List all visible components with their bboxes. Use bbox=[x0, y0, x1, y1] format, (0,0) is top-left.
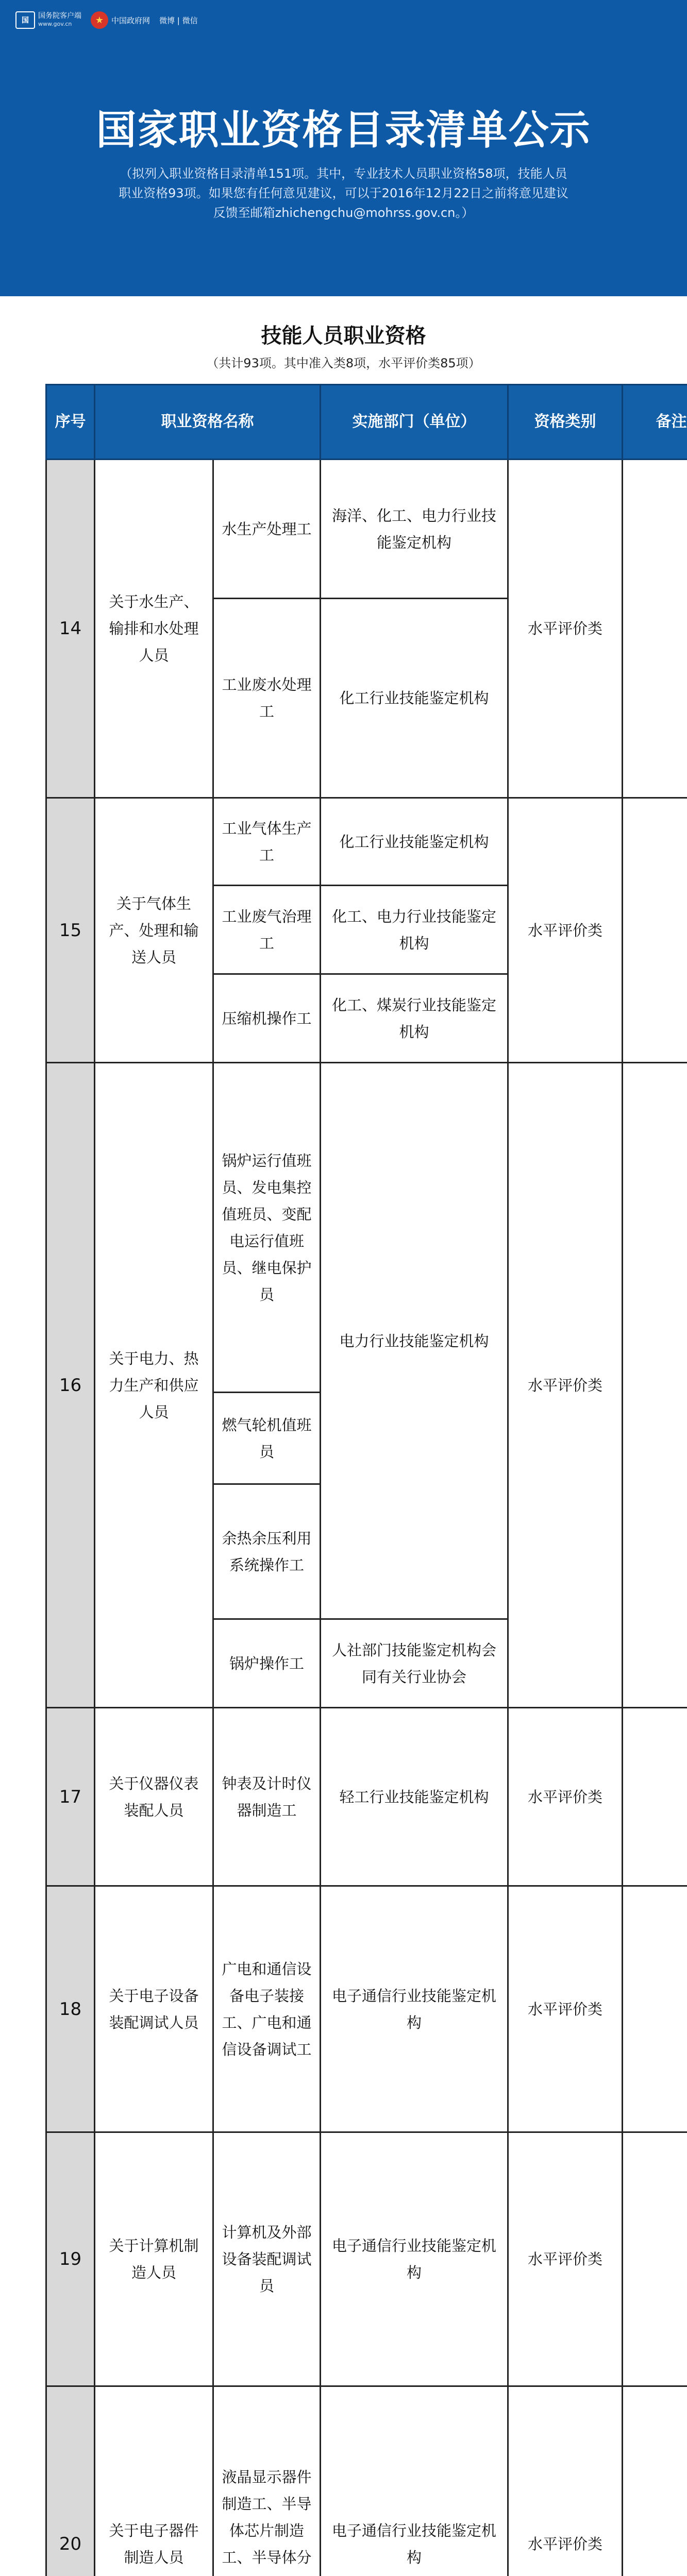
national-emblem-icon: ★ bbox=[91, 11, 108, 29]
type-cell: 水平评价类 bbox=[508, 2132, 623, 2386]
table-header-row bbox=[46, 385, 687, 460]
dept-cell: 电子通信行业技能鉴定机构 bbox=[321, 1886, 508, 2132]
gov-site-name: 中国政府网 bbox=[111, 15, 150, 25]
qualification-name: 余热余压利用系统操作工 bbox=[213, 1484, 321, 1619]
seq-cell: 16 bbox=[46, 1063, 95, 1708]
qualification-name: 工业气体生产工 bbox=[213, 798, 321, 886]
header-banner bbox=[0, 0, 687, 296]
occupation-cell: 关于水生产、输排和水处理人员 bbox=[95, 460, 213, 798]
qualification-name: 燃气轮机值班员 bbox=[213, 1393, 321, 1484]
seq-cell: 19 bbox=[46, 2132, 95, 2386]
occupation-cell: 关于电力、热力生产和供应人员 bbox=[95, 1063, 213, 1708]
state-council-app-icon: 国 bbox=[15, 11, 35, 29]
seq-cell: 18 bbox=[46, 1886, 95, 2132]
app-url: www.gov.cn bbox=[38, 21, 72, 27]
qualification-name: 广电和通信设备电子装接工、广电和通信设备调试工 bbox=[213, 1886, 321, 2132]
qualification-name: 水生产处理工 bbox=[213, 460, 321, 599]
qualification-name: 锅炉运行值班员、发电集控值班员、变配电运行值班员、继电保护员 bbox=[213, 1063, 321, 1393]
dept-cell: 电力行业技能鉴定机构 bbox=[321, 1063, 508, 1619]
app-logo[interactable] bbox=[15, 11, 81, 29]
social-links[interactable]: 微博 | 微信 bbox=[159, 15, 198, 25]
dept-cell: 轻工行业技能鉴定机构 bbox=[321, 1708, 508, 1886]
occupation-cell: 关于电子设备装配调试人员 bbox=[95, 1886, 213, 2132]
note-cell bbox=[623, 1886, 687, 2132]
dept-cell: 海洋、化工、电力行业技能鉴定机构 bbox=[321, 460, 508, 599]
seq-cell: 20 bbox=[46, 2386, 95, 2576]
occupation-cell: 关于电子器件制造人员 bbox=[95, 2386, 213, 2576]
notice-text: （拟列入职业资格目录清单151项。其中，专业技术人员职业资格58项，技能人员职业资格93项。如果您有任何意见建议，可以于2016年12月22日之前将意见建议反馈至邮箱zhichengchu@mohrss.gov.cn。） bbox=[119, 166, 568, 220]
type-cell: 水平评价类 bbox=[508, 1708, 623, 1886]
table-row bbox=[46, 2132, 687, 2386]
table-row bbox=[46, 2386, 687, 2576]
seq-cell: 14 bbox=[46, 460, 95, 798]
seq-cell: 17 bbox=[46, 1708, 95, 1886]
qualification-name: 钟表及计时仪器制造工 bbox=[213, 1708, 321, 1886]
type-cell: 水平评价类 bbox=[508, 1063, 623, 1708]
section-title: 技能人员职业资格 bbox=[261, 324, 426, 348]
header-name: 职业资格名称 bbox=[95, 385, 321, 460]
header-type: 资格类别 bbox=[508, 385, 623, 460]
table-row bbox=[46, 460, 687, 599]
qualification-name: 工业废气治理工 bbox=[213, 886, 321, 974]
table-row bbox=[46, 1708, 687, 1886]
dept-cell: 化工、煤炭行业技能鉴定机构 bbox=[321, 974, 508, 1063]
dept-cell: 电子通信行业技能鉴定机构 bbox=[321, 2386, 508, 2576]
dept-cell: 化工、电力行业技能鉴定机构 bbox=[321, 886, 508, 974]
section-heading bbox=[0, 319, 687, 371]
note-cell bbox=[623, 2386, 687, 2576]
qualification-name: 锅炉操作工 bbox=[213, 1619, 321, 1708]
note-cell bbox=[623, 2132, 687, 2386]
occupation-cell: 关于仪器仪表装配人员 bbox=[95, 1708, 213, 1886]
top-bar bbox=[15, 11, 198, 29]
dept-cell: 化工行业技能鉴定机构 bbox=[321, 798, 508, 886]
page-title: 国家职业资格目录清单公示 bbox=[96, 107, 591, 154]
section-subtitle: （共计93项。其中准入类8项，水平评价类85项） bbox=[206, 356, 481, 370]
qualification-name: 计算机及外部设备装配调试员 bbox=[213, 2132, 321, 2386]
type-cell: 水平评价类 bbox=[508, 798, 623, 1063]
qualification-name: 工业废水处理工 bbox=[213, 599, 321, 798]
dept-cell: 人社部门技能鉴定机构会同有关行业协会 bbox=[321, 1619, 508, 1708]
type-cell: 水平评价类 bbox=[508, 2386, 623, 2576]
table-row bbox=[46, 798, 687, 886]
note-cell bbox=[623, 798, 687, 1063]
header-note: 备注 bbox=[623, 385, 687, 460]
table-row bbox=[46, 1063, 687, 1393]
header-dept: 实施部门（单位） bbox=[321, 385, 508, 460]
header-seq: 序号 bbox=[46, 385, 95, 460]
seq-cell: 15 bbox=[46, 798, 95, 1063]
type-cell: 水平评价类 bbox=[508, 460, 623, 798]
note-cell bbox=[623, 1708, 687, 1886]
dept-cell: 电子通信行业技能鉴定机构 bbox=[321, 2132, 508, 2386]
qualification-name: 压缩机操作工 bbox=[213, 974, 321, 1063]
gov-site-logo[interactable] bbox=[91, 11, 150, 29]
note-cell bbox=[623, 460, 687, 798]
table-row bbox=[46, 1886, 687, 2132]
type-cell: 水平评价类 bbox=[508, 1886, 623, 2132]
note-cell bbox=[623, 1063, 687, 1708]
app-name: 国务院客户端 bbox=[38, 12, 81, 20]
qualification-name: 液晶显示器件制造工、半导体芯片制造工、半导体分 bbox=[213, 2386, 321, 2576]
dept-cell: 化工行业技能鉴定机构 bbox=[321, 599, 508, 798]
qualification-table bbox=[45, 384, 687, 2576]
occupation-cell: 关于计算机制造人员 bbox=[95, 2132, 213, 2386]
occupation-cell: 关于气体生产、处理和输送人员 bbox=[95, 798, 213, 1063]
